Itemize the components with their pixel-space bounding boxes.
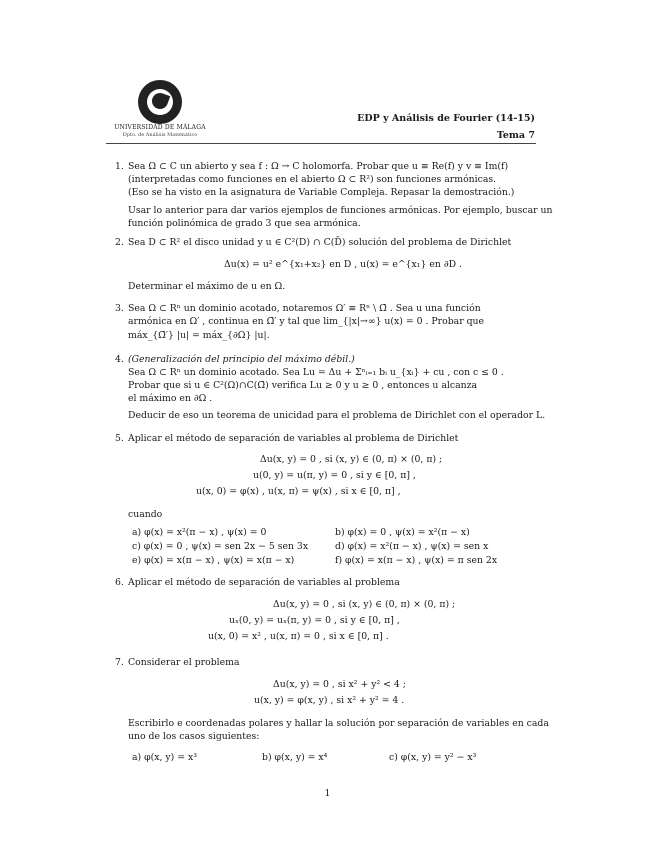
problem-5-equation: u(0, y) = u(π, y) = 0 , si y ∈ [0, π] , bbox=[253, 470, 416, 481]
sheet-title: Tema 7 bbox=[496, 130, 535, 141]
problem-7-line: uno de los casos siguientes: bbox=[128, 731, 260, 742]
problem-7-intro: Considerar el problema bbox=[128, 657, 240, 668]
problem-7-line: Escribirlo e coordenadas polares y hallar la solución por separación de variables en cada bbox=[128, 718, 549, 729]
university-logo bbox=[138, 80, 182, 124]
problem-5-case: c) φ(x) = 0 , ψ(x) = sen 2x − 5 sen 3x bbox=[132, 541, 309, 552]
problem-4-line: Deducir de eso un teorema de unicidad para el problema de Dirichlet con el operador L. bbox=[128, 410, 546, 421]
problem-5-case: b) φ(x) = 0 , ψ(x) = x²(π − x) bbox=[335, 527, 470, 538]
problem-5-cuando: cuando bbox=[128, 509, 163, 520]
problem-5-case: d) φ(x) = x²(π − x) , ψ(x) = sen x bbox=[335, 541, 489, 552]
problem-3-line: máx_{Ω̄′} |u| = máx_{∂Ω} |u|. bbox=[128, 330, 270, 341]
problem-5-intro: Aplicar el método de separación de variables al problema de Dirichlet bbox=[128, 433, 459, 444]
problem-4-line: Sea Ω ⊂ Rⁿ un dominio acotado. Sea Lu = Δu + Σⁿᵢ₌₁ bᵢ u_{xᵢ} + cu , con c ≤ 0 . bbox=[128, 367, 504, 378]
problem-1-line: (Eso se ha visto en la asignatura de Variable Compleja. Repasar la demostración.) bbox=[128, 187, 515, 198]
problem-2-equation: Δu(x) = u² e^{x₁+x₂} en D , u(x) = e^{x₁} en ∂D . bbox=[224, 259, 462, 270]
problem-1-line: Usar lo anterior para dar varios ejemplos de funciones armónicas. Por ejemplo, buscar un bbox=[128, 205, 553, 216]
problem-1-line: Sea Ω ⊂ C un abierto y sea f : Ω → C holomorfa. Probar que u ≡ Re(f) y v ≡ Im(f) bbox=[128, 161, 509, 172]
problem-1-line: función polinómica de grado 3 que sea armónica. bbox=[128, 218, 361, 229]
problem-4-line: el máximo en ∂Ω . bbox=[128, 393, 213, 404]
problem-6-equation: uₓ(0, y) = uₓ(π, y) = 0 , si y ∈ [0, π] , bbox=[229, 615, 400, 626]
problem-7-number: 7. bbox=[115, 657, 124, 668]
problem-2-line: Sea D ⊂ R² el disco unidad y u ∈ C²(D) ∩ C(D̄) solución del problema de Dirichlet bbox=[128, 237, 512, 248]
problem-6-equation: Δu(x, y) = 0 , si (x, y) ∈ (0, π) × (0, π) ; bbox=[273, 599, 456, 610]
problem-4-number: 4. bbox=[115, 354, 124, 365]
problem-5-equation: Δu(x, y) = 0 , si (x, y) ∈ (0, π) × (0, π) ; bbox=[260, 454, 443, 465]
problem-7-case: a) φ(x, y) = x³ bbox=[132, 752, 197, 763]
problem-7-case: c) φ(x, y) = y² − x³ bbox=[389, 752, 477, 763]
problem-1-line: (interpretadas como funciones en el abierto Ω ⊂ R²) son funciones armónicas. bbox=[128, 174, 497, 185]
problem-7-case: b) φ(x, y) = x⁴ bbox=[262, 752, 328, 763]
problem-6-number: 6. bbox=[115, 577, 124, 588]
header-rule bbox=[106, 143, 536, 144]
problem-1-number: 1. bbox=[115, 161, 124, 172]
course-title: EDP y Análisis de Fourier (14-15) bbox=[357, 113, 535, 124]
problem-3-number: 3. bbox=[115, 303, 124, 314]
problem-4-line: (Generalización del principio del máximo débil.) bbox=[128, 354, 355, 365]
problem-5-case: e) φ(x) = x(π − x) , ψ(x) = x(π − x) bbox=[132, 555, 295, 566]
problem-3-line: armónica en Ω′ , continua en Ω̄′ y tal que lim_{|x|→∞} u(x) = 0 . Probar que bbox=[128, 316, 485, 327]
problem-3-line: Sea Ω ⊂ Rⁿ un dominio acotado, notaremos Ω′ ≡ Rⁿ \ Ω̄ . Sea u una función bbox=[128, 303, 481, 314]
page-number: 1 bbox=[324, 788, 331, 799]
problem-7-equation: Δu(x, y) = 0 , si x² + y² < 4 ; bbox=[273, 679, 406, 690]
problem-5-equation: u(x, 0) = φ(x) , u(x, π) = ψ(x) , si x ∈ [0, π] , bbox=[196, 486, 401, 497]
problem-2-number: 2. bbox=[115, 237, 124, 248]
problem-7-equation: u(x, y) = φ(x, y) , si x² + y² = 4 . bbox=[254, 695, 405, 706]
problem-6-equation: u(x, 0) = x² , u(x, π) = 0 , si x ∈ [0, π] . bbox=[208, 631, 389, 642]
problem-5-case: f) φ(x) = x(π − x) , ψ(x) = π sen 2x bbox=[335, 555, 498, 566]
problem-4-line: Probar que si u ∈ C²(Ω)∩C(Ω̄) verifica Lu ≥ 0 y u ≥ 0 , entonces u alcanza bbox=[128, 380, 478, 391]
problem-6-intro: Aplicar el método de separación de variables al problema bbox=[128, 577, 400, 588]
department-name: Dpto. de Análisis Matemático bbox=[122, 132, 198, 138]
problem-5-number: 5. bbox=[115, 433, 124, 444]
problem-5-case: a) φ(x) = x²(π − x) , ψ(x) = 0 bbox=[132, 527, 267, 538]
university-name: UNIVERSIDAD DE MÁLAGA bbox=[114, 124, 206, 131]
problem-2-line: Determinar el máximo de u en Ω. bbox=[128, 281, 286, 292]
